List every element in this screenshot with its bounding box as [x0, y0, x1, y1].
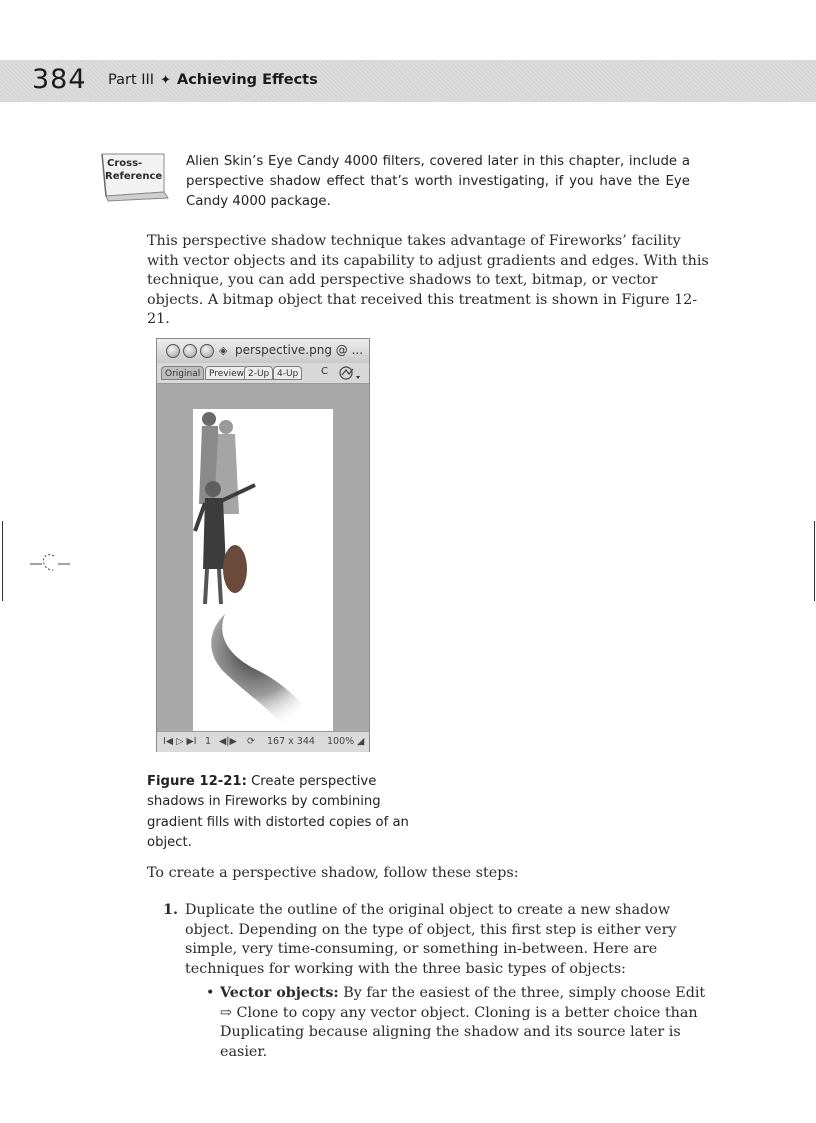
cross-reference-label-line1: Cross- [107, 158, 143, 169]
quality-options-icon[interactable] [337, 365, 361, 381]
cross-reference-text: Alien Skin’s Eye Candy 4000 filters, covered later in this chapter, include a perspective shadow effect that’s worth investigating, if you have the Eye Candy 4000 package. [186, 154, 690, 209]
child-lowered-arm [195, 503, 205, 531]
intro-paragraph: This perspective shadow technique takes advantage of Fireworks’ facility with vector objects and its capability to adjust gradients and edges. With this technique, you can add perspective shadows to text, bitmap, or vector objects. A bitmap object that received this treatment is shown in Figure 12-21. [147, 233, 709, 328]
loop-icon[interactable]: ⟳ [247, 736, 255, 747]
step-number: 1. [163, 902, 178, 918]
crop-mark-left [2, 521, 3, 601]
figure-document-window [156, 338, 370, 752]
resize-grip-icon[interactable]: ◢ [357, 736, 365, 747]
child-body [203, 498, 226, 569]
frame-number: 1 [205, 736, 212, 747]
caption-text: Create perspective shadows in Fireworks by combining gradient fills with distorted copies of an object. [147, 774, 409, 851]
man-head [202, 412, 216, 426]
bullet-term: Vector objects: [220, 985, 339, 1001]
tab-preview[interactable]: Preview [205, 366, 248, 380]
cello-case [223, 545, 247, 593]
crop-mark-right [814, 521, 815, 601]
cross-reference-label-line2: Reference [105, 171, 163, 182]
zoom-window-button[interactable] [200, 344, 214, 358]
frame-step-icon[interactable]: ◀|▶ [219, 736, 237, 747]
image-size: 167 x 344 [267, 736, 315, 747]
tab-original[interactable]: Original [161, 366, 204, 380]
page-number: 384 [32, 64, 87, 95]
minimize-window-button[interactable] [183, 344, 197, 358]
document-icon: ◈ [219, 344, 228, 357]
part-label: Part III [108, 72, 155, 88]
part-title: Achieving Effects [176, 72, 318, 88]
perspective-shadow-shape [211, 614, 321, 733]
cross-reference-book-icon [98, 150, 170, 202]
running-head [108, 72, 318, 88]
tab-extra-label: C [321, 366, 328, 377]
step-text: Duplicate the outline of the original object to create a new shadow object. Depending on the type of object, this first step is either very simple, very time-consuming, or something in-between. Here are techniques for working with the three basic types of objects: [185, 902, 677, 977]
child-head [205, 481, 221, 497]
window-titlebar [157, 339, 369, 364]
child-legs [205, 569, 221, 604]
zoom-level[interactable]: 100% [327, 736, 355, 747]
bullet-dot: • [206, 985, 215, 1001]
frame-controls[interactable]: I◀ ▷ ▶I [163, 736, 197, 747]
view-tabbar [157, 363, 369, 384]
figure-caption [147, 772, 437, 854]
perspective-shadow-illustration [193, 409, 333, 737]
bullet-body [220, 984, 710, 1062]
window-title: perspective.png @ ... [235, 343, 364, 357]
woman-head [219, 420, 233, 434]
close-window-button[interactable] [166, 344, 180, 358]
registration-mark-icon [26, 548, 72, 574]
separator-glyph: ✦ [160, 73, 171, 88]
caption-label: Figure 12-21: [147, 774, 247, 789]
status-bar [157, 731, 369, 752]
steps-intro: To create a perspective shadow, follow these steps: [147, 865, 519, 881]
tab-2-up[interactable]: 2-Up [244, 366, 273, 380]
bullet-text: By far the easiest of the three, simply choose Edit ⇨ Clone to copy any vector object. Cloning is a better choice than Duplicating because aligning the shadow and its source later is easier. [220, 985, 706, 1060]
document-canvas[interactable] [193, 409, 333, 737]
tab-4-up[interactable]: 4-Up [273, 366, 302, 380]
